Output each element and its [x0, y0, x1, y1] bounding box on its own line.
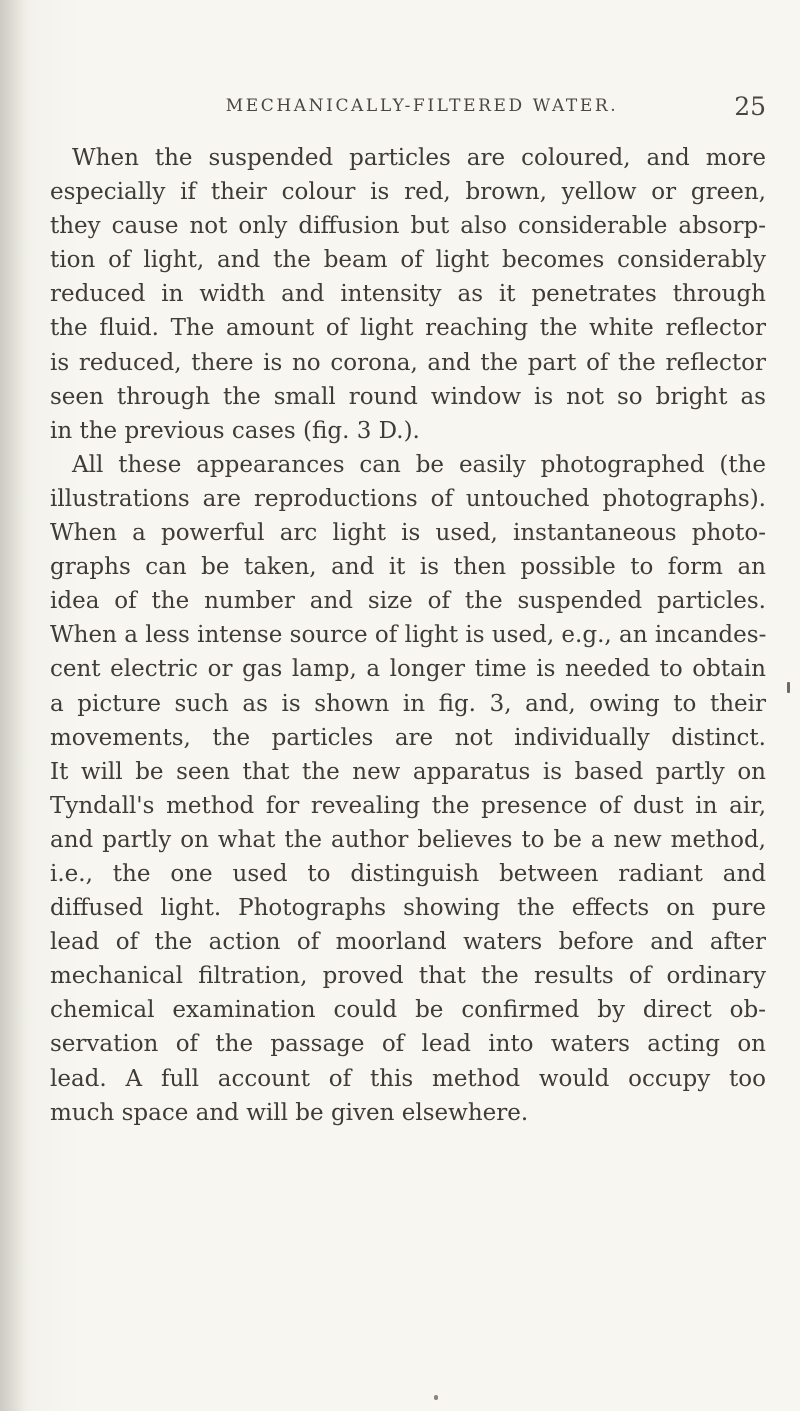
text-line: It will be seen that the new apparatus is based partly on	[50, 758, 766, 785]
text-line: in the previous cases (fig. 3 D.).	[50, 417, 420, 444]
text-line: graphs can be taken, and it is then possible to form an	[50, 554, 766, 581]
text-line: lead. A full account of this method would occupy too	[50, 1065, 766, 1092]
binding-gutter-shadow	[0, 0, 34, 1411]
paragraph-1	[50, 141, 766, 448]
text-line: especially if their colour is red, brown, yellow or green,	[50, 179, 766, 206]
text-line: a picture such as is shown in fig. 3, and, owing to their	[50, 690, 766, 717]
text-line: When a less intense source of light is used, e.g., an incandes-	[50, 622, 767, 649]
running-head	[50, 92, 766, 126]
text-line: lead of the action of moorland waters before and after	[50, 929, 766, 956]
text-line: i.e., the one used to distinguish between radiant and	[50, 860, 766, 887]
text-line: Tyndall's method for revealing the presence of dust in air,	[50, 792, 766, 819]
paragraph-2	[50, 448, 766, 1130]
ink-speck	[434, 1395, 438, 1400]
text-line: All these appearances can be easily photographed (the	[72, 451, 766, 478]
text-line: diffused light. Photographs showing the effects on pure	[50, 895, 766, 922]
text-line: When the suspended particles are coloured, and more	[72, 145, 766, 171]
running-title: MECHANICALLY-FILTERED WATER.	[225, 96, 619, 116]
text-line: seen through the small round window is not so bright as	[50, 383, 766, 410]
text-line: When a powerful arc light is used, instantaneous photo-	[50, 520, 766, 547]
text-line: idea of the number and size of the suspended particles.	[50, 588, 766, 615]
text-line: cent electric or gas lamp, a longer time is needed to obtain	[50, 656, 766, 683]
text-line: mechanical filtration, proved that the results of ordinary	[50, 963, 766, 990]
text-line: tion of light, and the beam of light becomes considerably	[50, 247, 766, 274]
margin-mark	[787, 682, 790, 693]
page-number: 25	[734, 92, 766, 121]
body-text	[50, 141, 766, 1130]
text-line: the fluid. The amount of light reaching the white reflector	[50, 315, 766, 342]
text-line: reduced in width and intensity as it penetrates through	[50, 281, 766, 308]
text-line: servation of the passage of lead into waters acting on	[50, 1031, 766, 1058]
text-line: illustrations are reproductions of untouched photographs).	[50, 485, 766, 512]
text-line: much space and will be given elsewhere.	[50, 1099, 529, 1126]
text-line: and partly on what the author believes to be a new method,	[50, 826, 766, 853]
text-line: chemical examination could be confirmed by direct ob-	[50, 997, 766, 1024]
text-line: movements, the particles are not individually distinct.	[50, 724, 766, 751]
text-line: they cause not only diffusion but also considerable absorp-	[50, 213, 766, 240]
text-line: is reduced, there is no corona, and the part of the reflector	[50, 349, 766, 376]
